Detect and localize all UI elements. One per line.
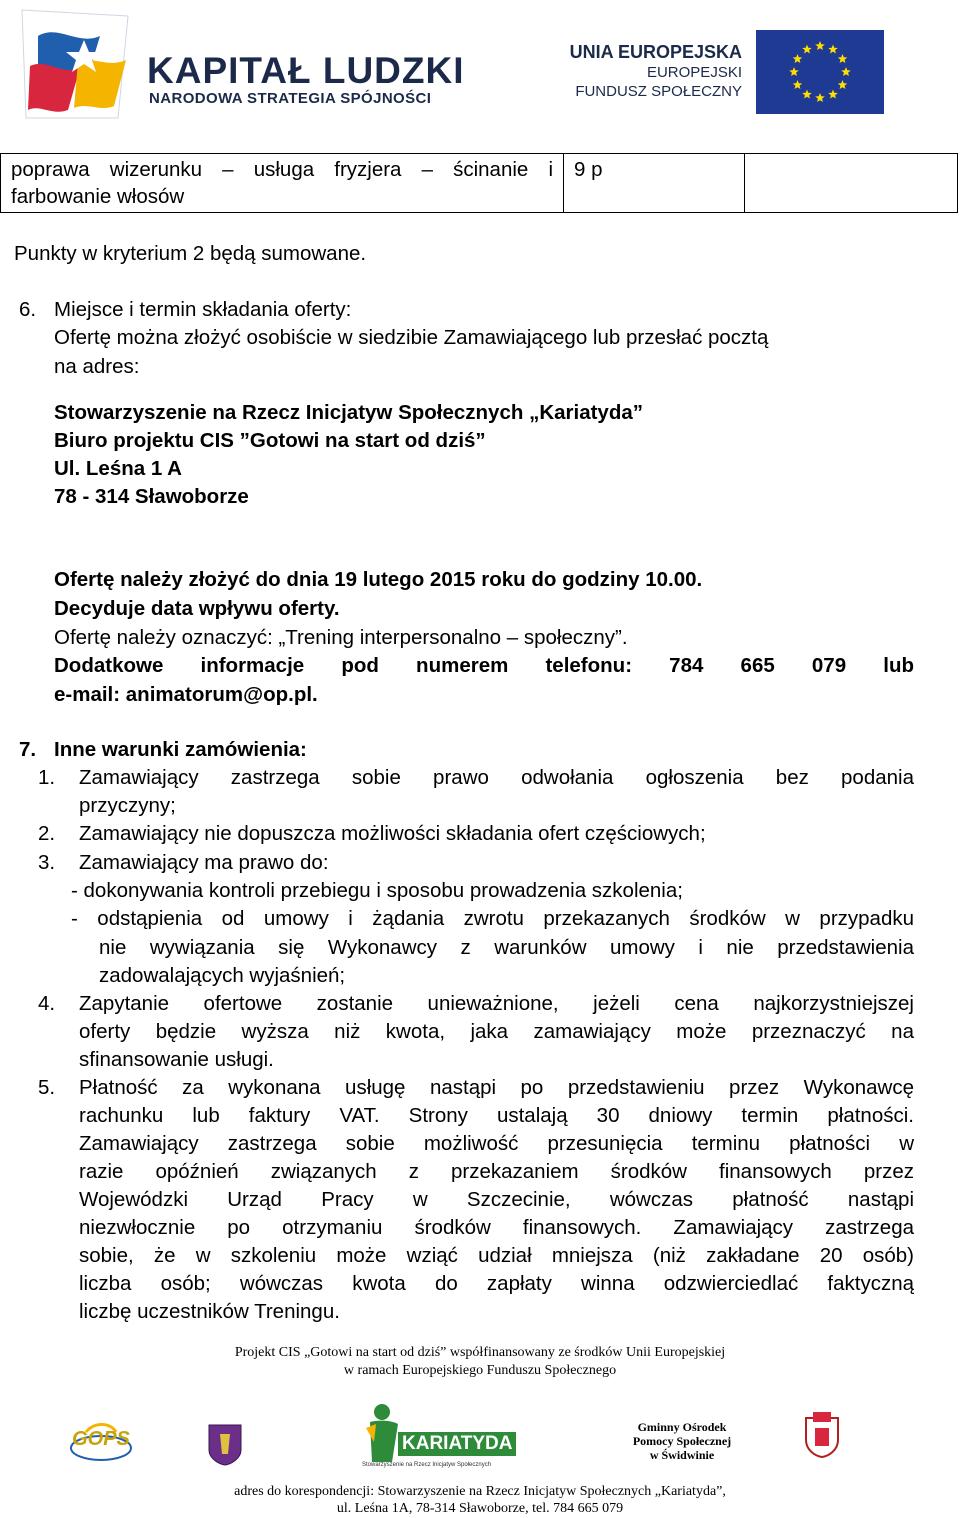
item-3-line-1: Zamawiający ma prawo do: [79, 851, 329, 874]
footer-project-line-1: Projekt CIS „Gotowi na start od dziś” współfinansowany ze środków Unii Europejskiej [234, 1345, 726, 1360]
criteria-table [0, 153, 958, 213]
criteria-description-line-2: farbowanie włosów [11, 185, 185, 208]
deadline-text: Ofertę należy złożyć do dnia 19 lutego 2015 roku do godziny 10.00. [54, 568, 703, 591]
criteria-description-cell [1, 154, 564, 213]
item-5-line-7: sobie, że w szkoleniu może wziąć udział mniejsza (niż zakładane 20 osób) [79, 1244, 914, 1267]
item-1-line-2: przyczyny; [79, 794, 176, 817]
section-6-text-1: Ofertę można złożyć osobiście w siedzibie Zamawiającego lub przesłać pocztą [54, 326, 769, 349]
item-4-line-1: Zapytanie ofertowe zostanie unieważnione, jeżeli cena najkorzystniejszej [79, 992, 914, 1015]
section-7-heading: Inne warunki zamówienia: [54, 738, 307, 761]
footer-project-line-2: w ramach Europejskiego Funduszu Społecznego [343, 1363, 617, 1378]
criteria-empty-cell [745, 154, 958, 213]
gops-name [622, 1420, 742, 1462]
item-5-number: 5. [38, 1076, 56, 1099]
gops-logo [56, 1418, 146, 1468]
info-line-1: Dodatkowe informacje pod numerem telefonu: 784 665 079 lub [54, 654, 914, 677]
decides-text: Decyduje data wpływu oferty. [54, 597, 340, 620]
kapital-ludzki-title: KAPITAŁ LUDZKI [147, 50, 465, 91]
item-3-number: 3. [38, 851, 56, 874]
info-line-2: e-mail: animatorum@op.pl. [54, 683, 318, 706]
kariatyda-logo [362, 1402, 514, 1472]
points-note: Punkty w kryterium 2 będą sumowane. [14, 242, 367, 265]
address-line-2: Biuro projektu CIS ”Gotowi na start od dziś” [54, 429, 486, 452]
item-4-number: 4. [38, 992, 56, 1015]
marking-text: Ofertę należy oznaczyć: „Trening interpersonalno – społeczny”. [54, 626, 628, 649]
item-5-line-5: Wojewódzki Urząd Pracy w Szczecinie, wówczas płatność nastąpi [79, 1188, 914, 1211]
item-5-line-3: Zamawiający zastrzega sobie możliwość przesunięcia terminu płatności w [79, 1132, 914, 1155]
section-7-number: 7. [19, 738, 37, 761]
item-2-line-1: Zamawiający nie dopuszcza możliwości składania ofert częściowych; [79, 822, 706, 845]
table-row [1, 154, 958, 213]
criteria-points-cell: 9 p [564, 154, 745, 213]
kapital-ludzki-emblem-icon [18, 6, 146, 124]
section-6-text-2: na adres: [54, 355, 140, 378]
kapital-ludzki-subtitle: NARODOWA STRATEGIA SPÓJNOŚCI [149, 90, 432, 107]
section-6-number: 6. [19, 298, 37, 321]
item-5-line-9: liczbę uczestników Treningu. [79, 1300, 340, 1323]
eu-line-3: FUNDUSZ SPOŁECZNY [575, 83, 742, 100]
footer-correspondence-line-2: ul. Leśna 1A, 78-314 Sławoborze, tel. 784 665 079 [336, 1501, 624, 1516]
eu-line-1: UNIA EUROPEJSKA [569, 42, 742, 62]
item-5-line-4: razie opóźnień związanych z przekazaniem środków finansowych przez [79, 1160, 914, 1183]
kariatyda-logo-text: KARIATYDA [398, 1432, 516, 1456]
eu-line-2: EUROPEJSKI [646, 64, 742, 81]
item-5-line-1: Płatność za wykonana usługę nastąpi po przedstawieniu przez Wykonawcę [79, 1076, 914, 1099]
item-3-sub-2-line-2: nie wywiązania się Wykonawcy z warunków umowy i nie przedstawienia [99, 936, 914, 959]
gops-name-line-3: w Świdwinie [649, 1448, 715, 1462]
eu-flag-icon [756, 30, 884, 114]
address-line-4: 78 - 314 Sławoborze [54, 485, 249, 508]
item-5-line-6: niezwłocznie po otrzymaniu środków finansowych. Zamawiający zastrzega [79, 1216, 914, 1239]
item-5-line-2: rachunku lub faktury VAT. Strony ustalają 30 dniowy termin płatności. [79, 1104, 914, 1127]
footer-correspondence-line-1: adres do korespondencji: Stowarzyszenie na Rzecz Inicjatyw Społecznych „Kariatyda”, [234, 1484, 726, 1499]
item-1-number: 1. [38, 766, 56, 789]
address-line-1: Stowarzyszenie na Rzecz Inicjatyw Społecznych „Kariatyda” [54, 401, 644, 424]
kariatyda-logo-subtitle: Stowarzyszenie na Rzecz Inicjatyw Społecznych [362, 1462, 492, 1468]
address-line-3: Ul. Leśna 1 A [54, 457, 182, 480]
gops-logo-text: GOPS [72, 1428, 130, 1450]
city-coat-of-arms-icon [805, 1412, 839, 1458]
item-3-sub-2-line-1: - odstąpienia od umowy i żądania zwrotu przekazanych środków w przypadku [71, 907, 914, 930]
section-6-heading: Miejsce i termin składania oferty: [54, 298, 352, 321]
criteria-description-line-1: poprawa wizerunku – usługa fryzjera – ścinanie i [11, 158, 553, 181]
item-2-number: 2. [38, 822, 56, 845]
item-4-line-3: sfinansowanie usługi. [79, 1048, 274, 1071]
item-3-sub-1: - dokonywania kontroli przebiegu i sposobu prowadzenia szkolenia; [71, 879, 683, 902]
gops-name-line-1: Gminny Ośrodek [637, 1420, 727, 1434]
item-4-line-2: oferty będzie wyższa niż kwota, jaka zamawiający może przeznaczyć na [79, 1020, 914, 1043]
item-3-sub-2-line-3: zadowalających wyjaśnień; [99, 964, 346, 987]
coat-of-arms-icon [208, 1424, 242, 1466]
item-5-line-8: liczba osób; wówczas kwota do zapłaty winna odzwierciedlać faktyczną [79, 1272, 914, 1295]
gops-name-line-2: Pomocy Społecznej [632, 1434, 732, 1448]
item-1-line-1: Zamawiający zastrzega sobie prawo odwołania ogłoszenia bez podania [79, 766, 914, 789]
